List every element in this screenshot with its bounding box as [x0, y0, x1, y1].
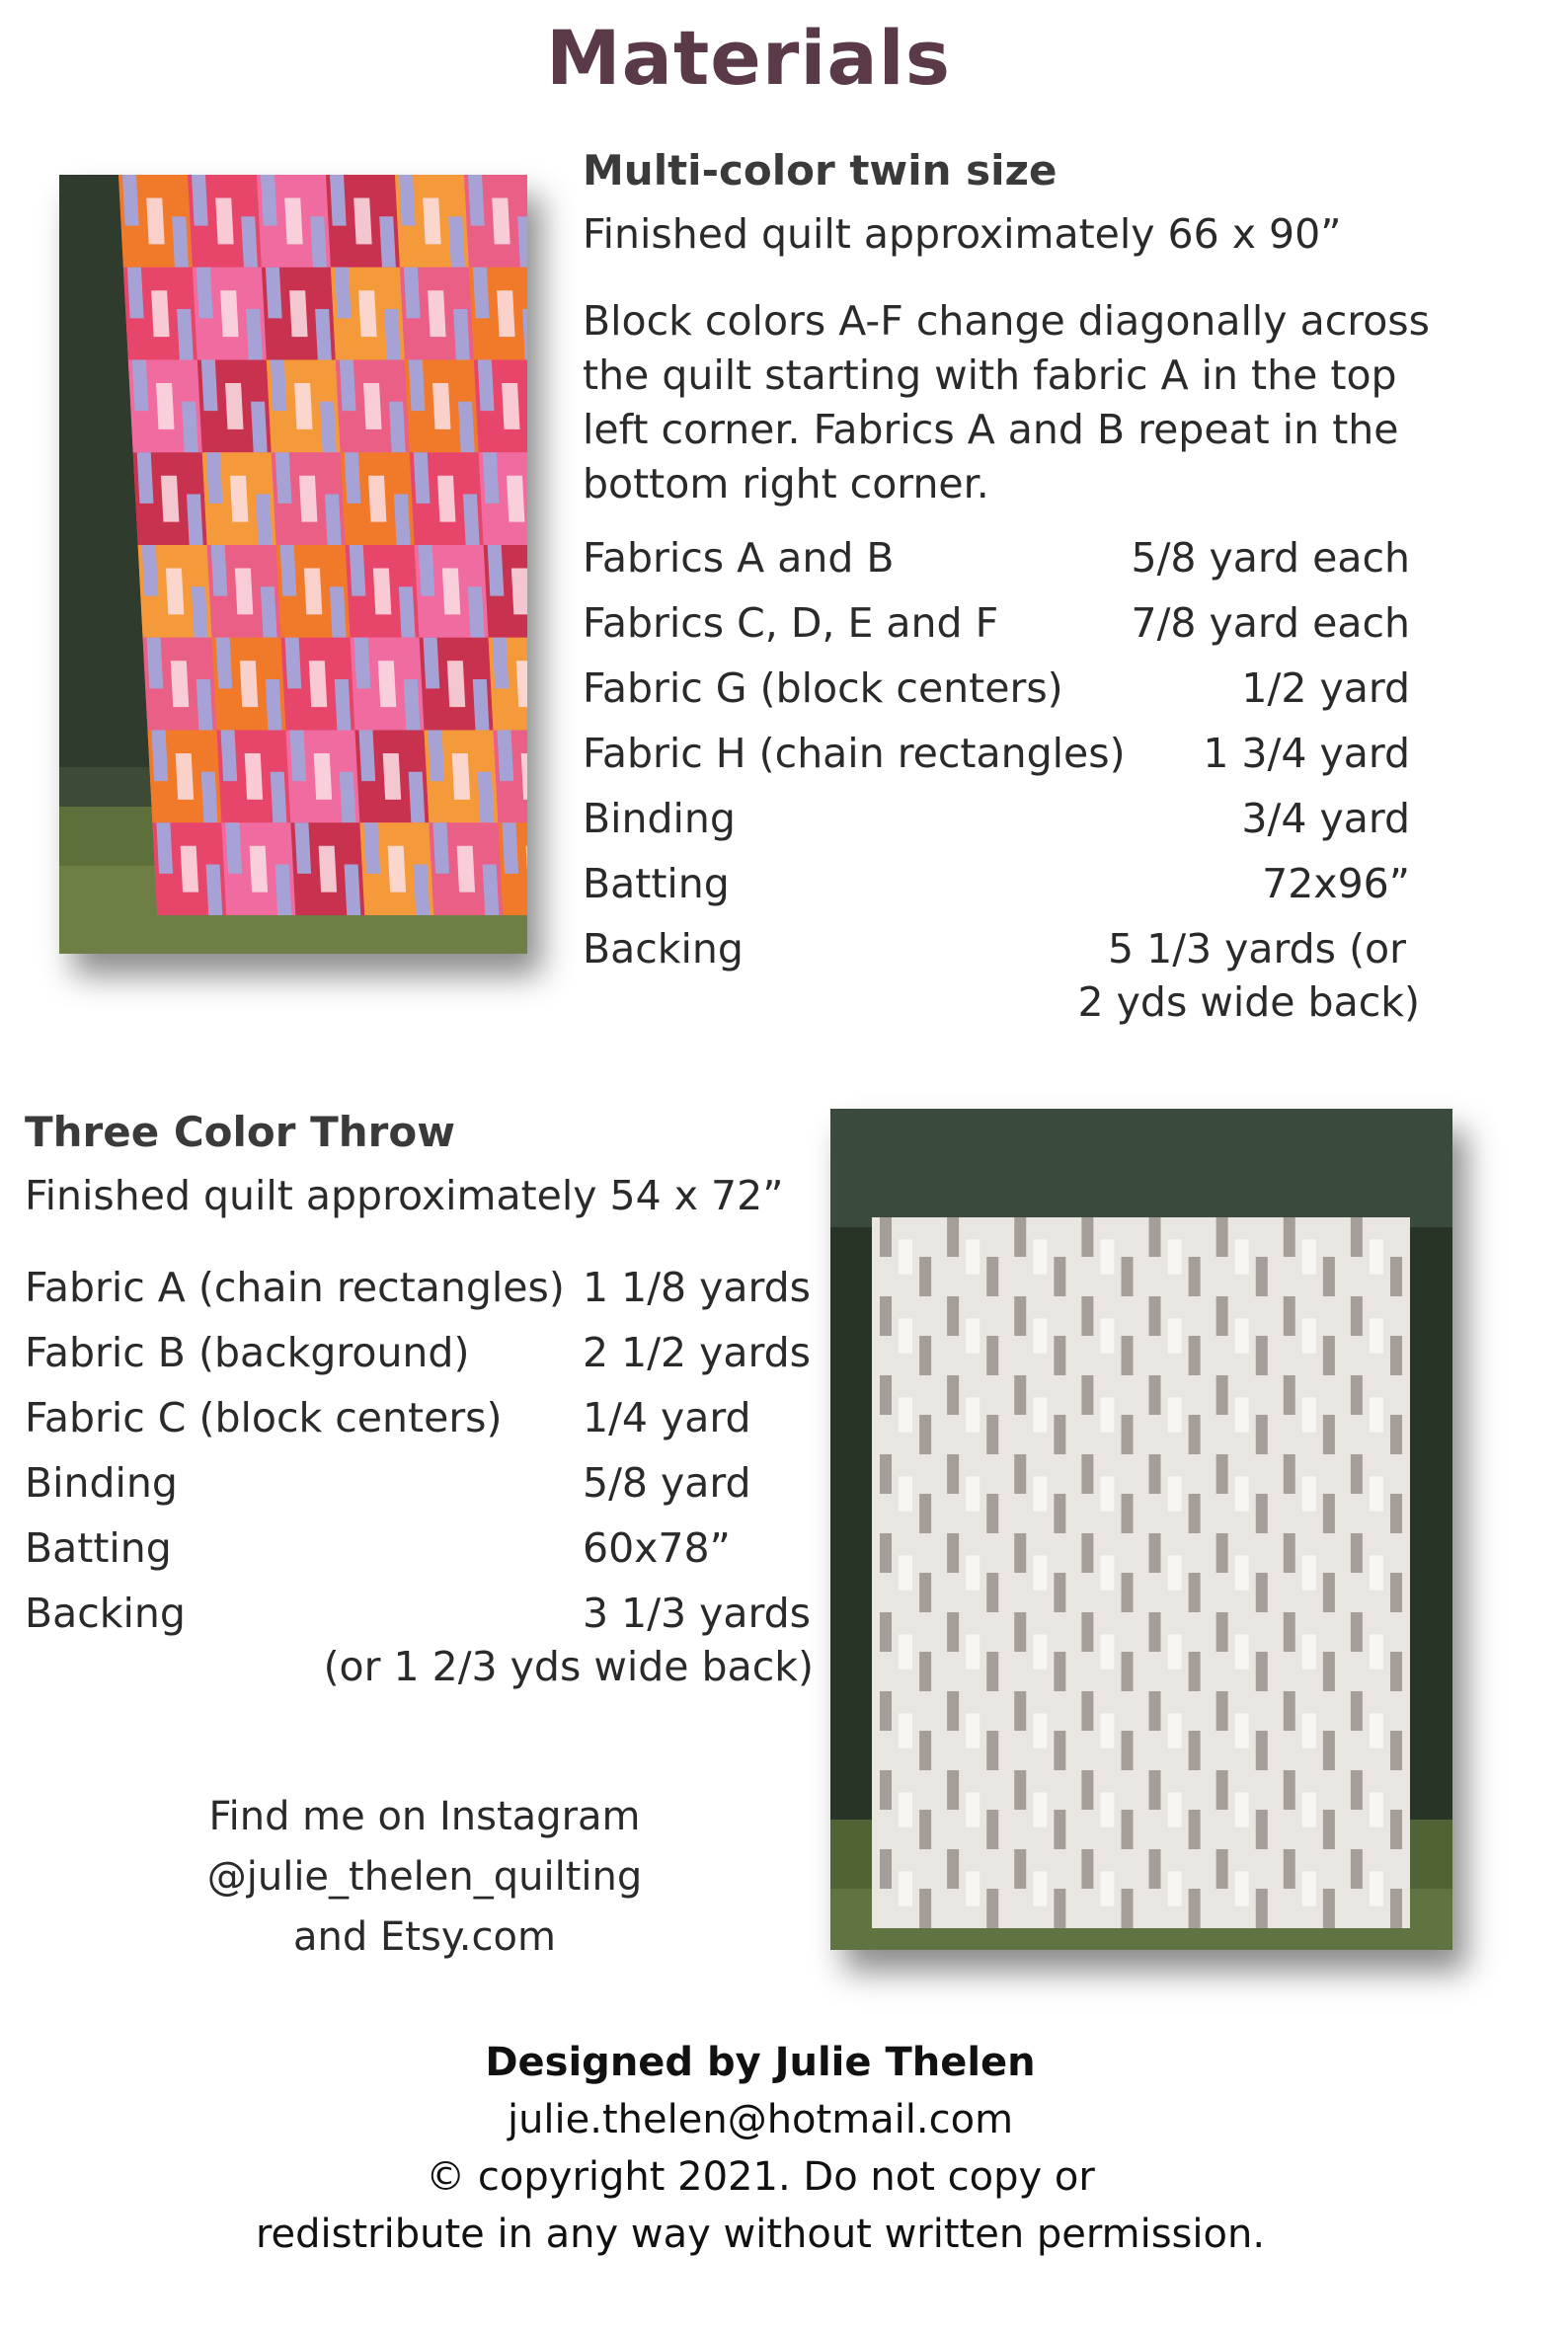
instagram-handle: @julie_thelen_quilting [206, 1854, 643, 1900]
twin-backing-note: 2 yds wide back) [1077, 978, 1420, 1026]
throw-row-label: Fabric A (chain rectangles) [25, 1264, 565, 1311]
three-color-quilt-photo [830, 1109, 1452, 1950]
social-links [168, 1787, 681, 1968]
throw-finished-size: Finished quilt approximately 54 x 72” [25, 1172, 784, 1219]
three-color-quilt-image [830, 1109, 1452, 1950]
twin-row-value: 1/2 yard [1241, 664, 1410, 712]
twin-row-value: 5 1/3 yards (or [1107, 925, 1406, 972]
page-title: Materials [546, 14, 951, 102]
throw-row-value: 60x78” [583, 1524, 731, 1572]
throw-row-label: Batting [25, 1524, 172, 1572]
throw-row-label: Backing [25, 1590, 186, 1637]
twin-row-value: 7/8 yard each [1131, 599, 1410, 647]
twin-row-value: 3/4 yard [1241, 795, 1410, 842]
multi-color-quilt-image [59, 175, 527, 954]
designer-email: julie.thelen@hotmail.com [507, 2097, 1014, 2142]
twin-description: Block colors A-F change diagonally across the quilt starting with fabric A in the top left corner. Fabrics A and B repeat in the bottom right corner. [583, 297, 1431, 507]
throw-heading: Three Color Throw [25, 1108, 456, 1156]
twin-row-value: 5/8 yard each [1131, 534, 1410, 582]
multi-color-quilt-photo [59, 175, 527, 954]
throw-row-label: Fabric C (block centers) [25, 1394, 503, 1441]
throw-row-label: Binding [25, 1459, 178, 1507]
designer-credit: Designed by Julie Thelen [485, 2040, 1036, 2085]
twin-finished-size: Finished quilt approximately 66 x 90” [583, 210, 1342, 258]
twin-row-label: Fabrics A and B [583, 534, 895, 582]
twin-row-value: 72x96” [1262, 860, 1410, 907]
throw-row-value: 1/4 yard [583, 1394, 751, 1441]
twin-row-label: Backing [583, 925, 744, 972]
throw-row-value: 3 1/3 yards [583, 1590, 812, 1637]
twin-row-label: Binding [583, 795, 736, 842]
twin-row-value: 1 3/4 yard [1203, 730, 1410, 777]
copyright-line: © copyright 2021. Do not copy or [426, 2154, 1095, 2200]
social-line: Find me on Instagram [208, 1794, 641, 1839]
throw-row-value: 2 1/2 yards [583, 1329, 812, 1376]
throw-row-label: Fabric B (background) [25, 1329, 470, 1376]
throw-backing-note: (or 1 2/3 yds wide back) [323, 1643, 814, 1690]
twin-row-label: Fabric H (chain rectangles) [583, 730, 1126, 777]
footer [0, 2034, 1521, 2263]
twin-row-label: Batting [583, 860, 730, 907]
social-line: and Etsy.com [293, 1914, 556, 1960]
twin-row-label: Fabrics C, D, E and F [583, 599, 999, 647]
throw-row-value: 5/8 yard [583, 1459, 751, 1507]
twin-row-label: Fabric G (block centers) [583, 664, 1063, 712]
twin-heading: Multi-color twin size [583, 146, 1058, 194]
throw-row-value: 1 1/8 yards [583, 1264, 812, 1311]
copyright-line: redistribute in any way without written permission. [255, 2212, 1266, 2257]
